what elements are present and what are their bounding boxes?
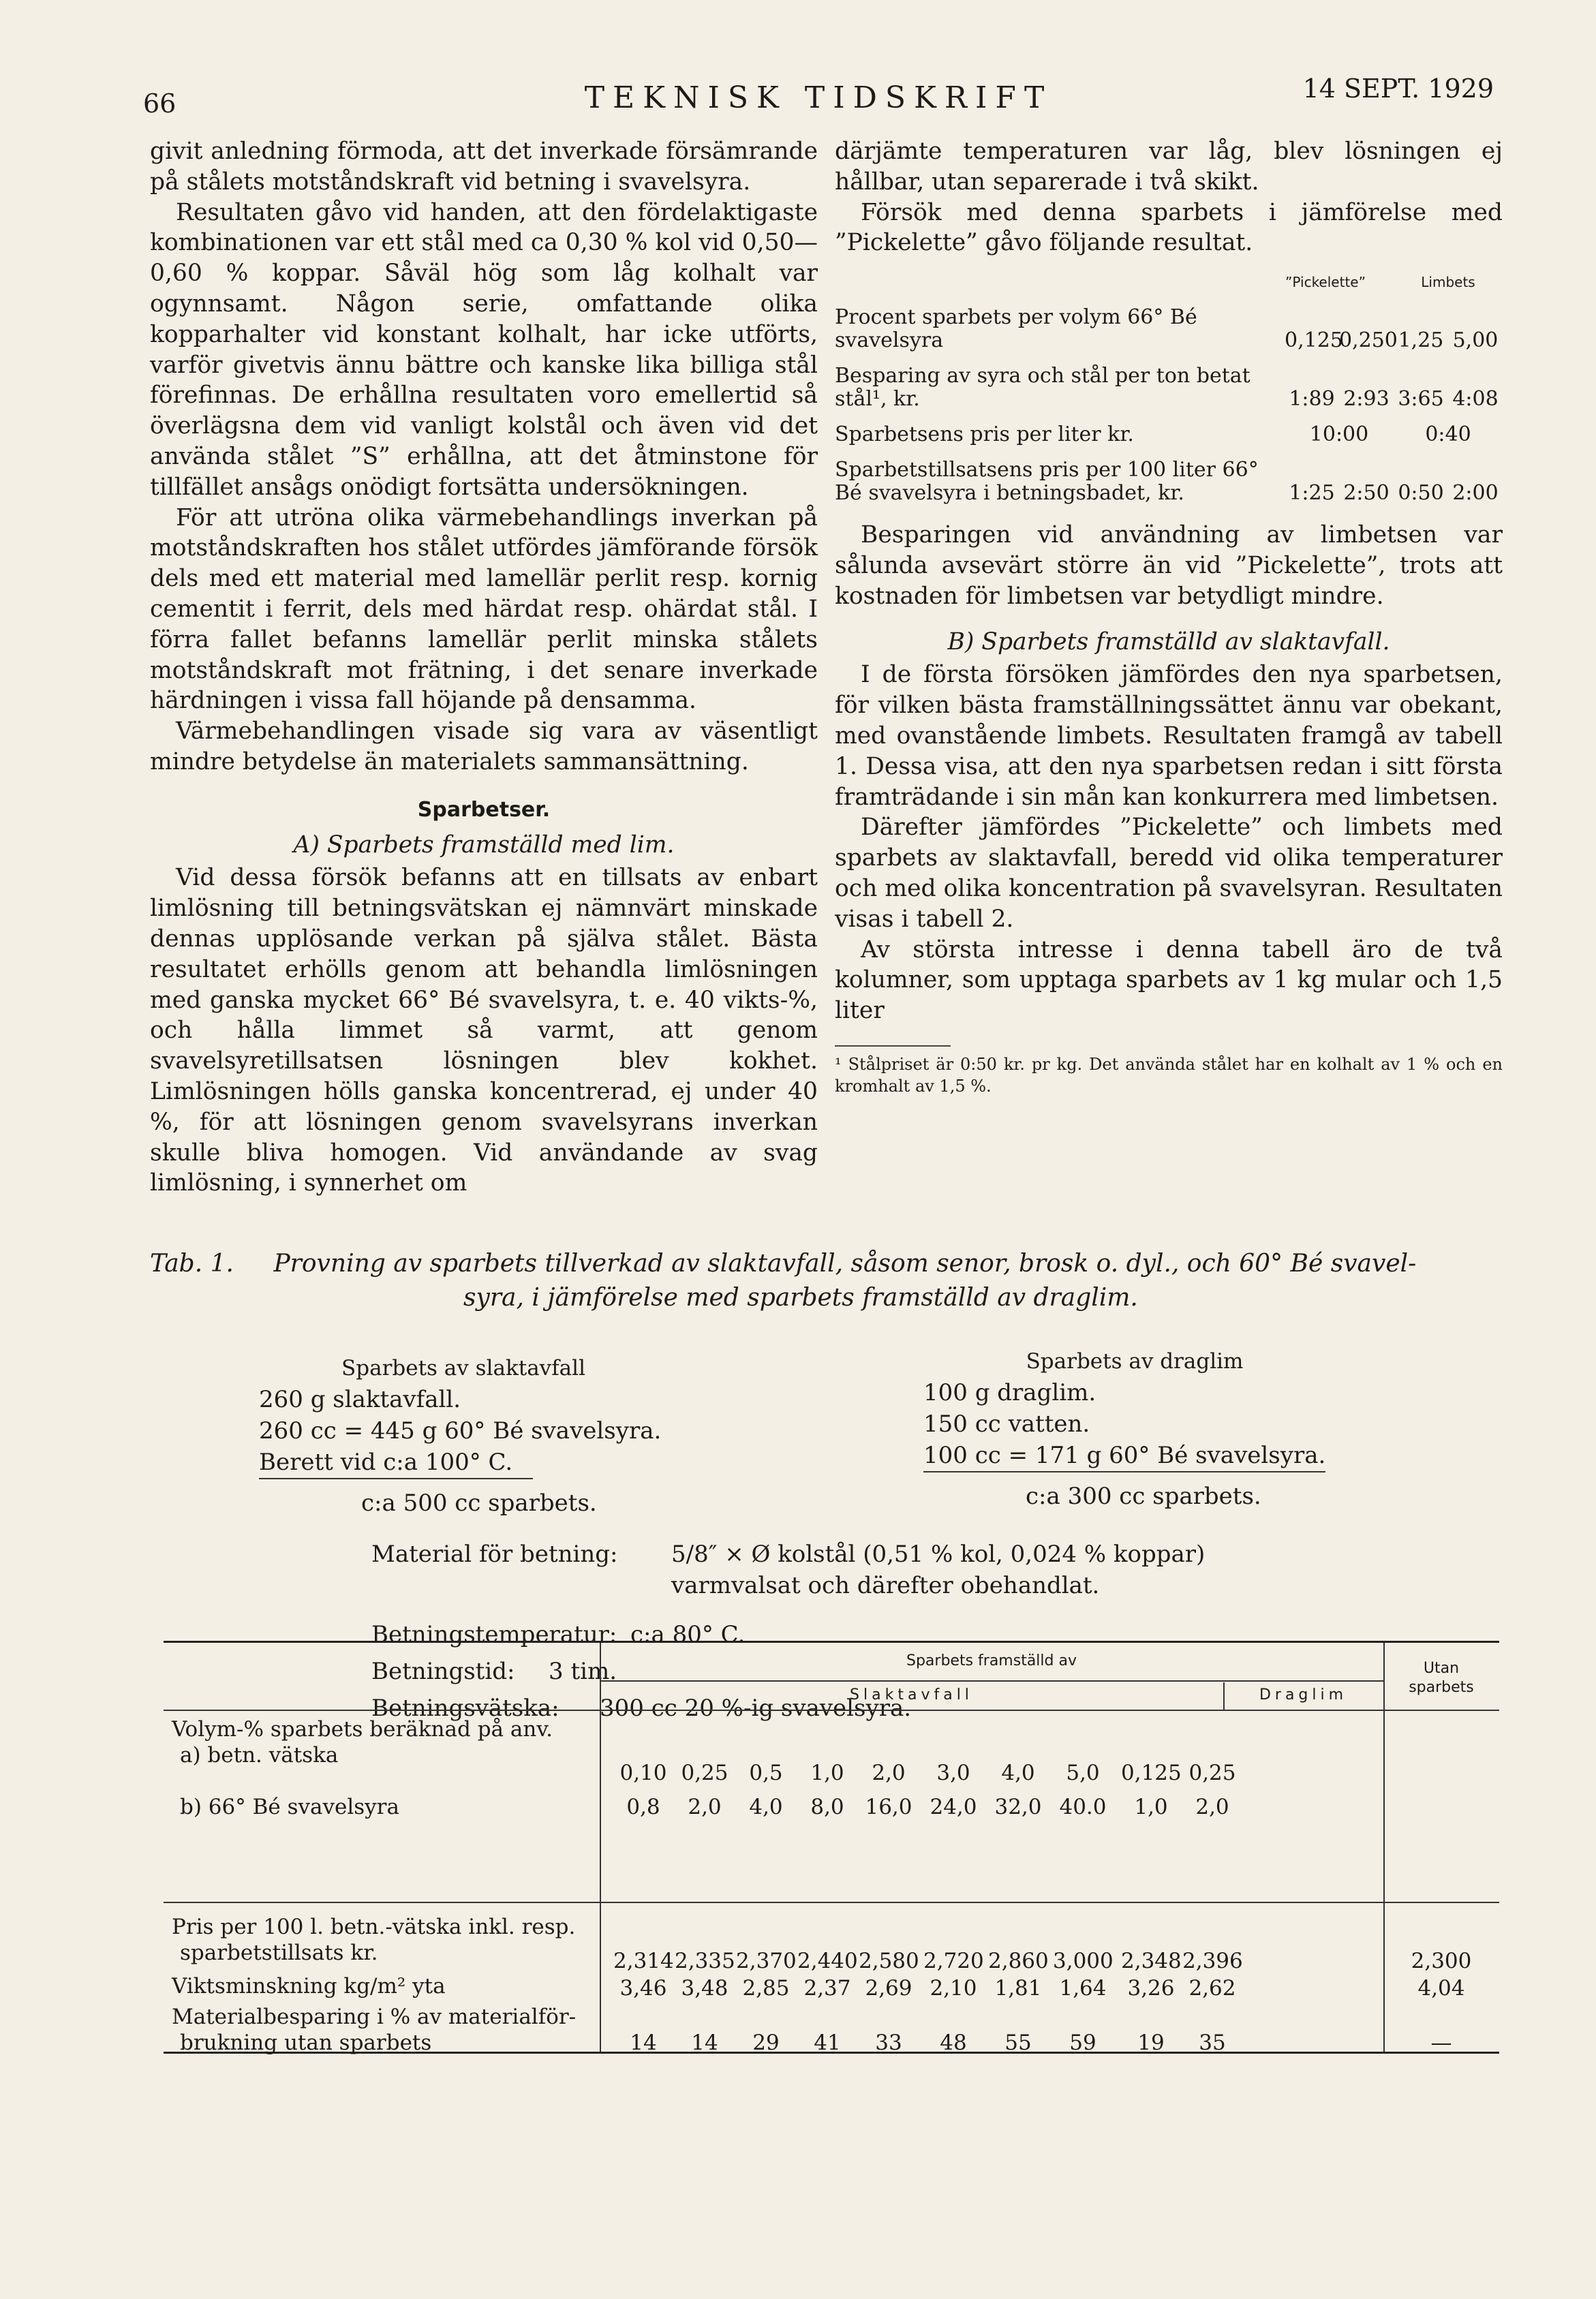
liquid-label: Betningsvätska: (371, 1695, 559, 1722)
table-cell: 32,0 (994, 1795, 1042, 1819)
table-cell: 2,860 (988, 1949, 1049, 1973)
row-label-line: Volym-% sparbets beräknad på anv. (172, 1717, 553, 1742)
table-cell: 24,0 (930, 1795, 977, 1819)
table-cell: 8,0 (810, 1795, 844, 1819)
row-label: b) 66° Bé svavelsyra (180, 1795, 399, 1819)
subsection-heading-b: B) Sparbets framställd av slaktavfall. (947, 628, 1390, 655)
paragraph: I de första försöken jämfördes den nya sparbetsen, för vilken bästa framställningssättet ännu var obekant, med ovanstående limbets. Resultaten framgå av tabell 1. Dessa visa, att den nya sparbetsen redan i sitt första framträdande i sin mån kan konkurrera med limbetsen. (835, 661, 1503, 811)
table-cell: 40.0 (1059, 1795, 1107, 1819)
paragraph: Besparingen vid användning av limbetsen var sålunda avsevärt större än vid ”Pickelette”, trots att kostnaden för limbetsen var betydligt mindre. (835, 521, 1503, 610)
table-cell: 4,0 (1001, 1761, 1035, 1785)
table-label: Tab. 1. (150, 1250, 234, 1278)
table-cell: 14 (691, 2031, 718, 2055)
table-cell: 3,48 (681, 1976, 728, 2001)
paragraph: För att utröna olika värmebehandlings inverkan på motståndskraften hos stålet utfördes jämförande försök dels med ett material med lamellär perlit resp. kornig cementit i ferrit, dels med härdat resp. ohärdat stål. I förra fallet befanns lamellär perlit minska stålets motståndskraft mot frätning, i det senare inverkade härdningen i vissa fall höjande på densamma. (150, 504, 818, 715)
table-cell: 0,5 (749, 1761, 783, 1785)
table-cell: 3,0 (936, 1761, 970, 1785)
comparison-value: 1:89 (1289, 387, 1335, 412)
spec-draglim (923, 1346, 1482, 1512)
table-cell: 2,0 (1195, 1795, 1229, 1819)
table-cell: 3,000 (1053, 1949, 1114, 1973)
row-label-line: a) betn. vätska (180, 1743, 339, 1768)
paragraph: Av största intresse i denna tabell äro de två kolumner, som upptaga sparbets av 1 kg mular och 1,5 liter (835, 936, 1503, 1025)
comparison-value: 2:50 (1343, 481, 1390, 506)
material-value: 5/8″ × Ø kolstål (0,51 % kol, 0,024 % koppar) (671, 1541, 1206, 1568)
table-cell: 2,580 (859, 1949, 919, 1973)
table-cell: 33 (875, 2031, 902, 2055)
table-cell: 16,0 (865, 1795, 912, 1819)
table-cell: 2,348 (1121, 1949, 1182, 1973)
table-cell: 4,0 (749, 1795, 783, 1819)
row-label (172, 2004, 581, 2056)
comparison-col-pickelette: ”Pickelette” (1285, 274, 1366, 291)
row-label-line: Materialbesparing i % av materialför- (172, 2005, 577, 2029)
table-cell: 2,720 (923, 1949, 984, 1973)
table-cell: 2,0 (688, 1795, 722, 1819)
spec-result: c:a 300 cc sparbets. (1026, 1483, 1261, 1510)
spec-title: Sparbets av slaktavfall (341, 1356, 585, 1380)
table-cell: 0,8 (626, 1795, 660, 1819)
footnote-rule (835, 1045, 951, 1047)
table-cell: 3,26 (1127, 1976, 1175, 2001)
table-cell: 2,396 (1182, 1949, 1243, 1973)
paragraph: därjämte temperaturen var låg, blev lösningen ej hållbar, utan separerade i två skikt. (835, 138, 1503, 196)
row-label-line: Pris per 100 l. betn.-vätska inkl. resp. (172, 1915, 576, 1939)
table-cell: 0,25 (681, 1761, 728, 1785)
comparison-value: 5,00 (1452, 328, 1499, 353)
table-cell: 0,125 (1121, 1761, 1182, 1785)
comparison-row (835, 306, 1503, 352)
journal-title: TEKNISK TIDSKRIFT (584, 80, 1053, 115)
table-divider (164, 1902, 1499, 1903)
table-cell: 41 (814, 2031, 841, 2055)
table-cell: 35 (1199, 2031, 1226, 2055)
comparison-row (835, 365, 1503, 411)
spec-line: 260 cc = 445 g 60° Bé svavelsyra. (259, 1417, 662, 1445)
paragraph: Därefter jämfördes ”Pickelette” och limbets med sparbets av slaktavfall, beredd vid olika temperaturer och med olika koncentration på svavelsyran. Resultaten visas i tabell 2. (835, 814, 1503, 933)
table-cell: 2,314 (613, 1949, 674, 1973)
table-cell: 14 (630, 2031, 657, 2055)
table-cell: 1,64 (1059, 1976, 1107, 2001)
paragraph: Vid dessa försök befanns att en tillsats av enbart limlösning till betningsvätskan ej nämnvärt minskade dennas upplösande verkan på själva stålet. Bästa resultatet erhölls genom att behandla limlösningen med ganska mycket 66° Bé svavelsyra, t. e. 40 vikts-%, och hålla limmet så varmt, att genom svavelsyretillsatsen lösningen blev kokhet. Limlösningen hölls ganska koncentrerad, ej under 40 %, för att lösningen genom svavelsyrans inverkan skulle bliva homogen. Vid användande av svag limlösning, i synnerhet om (150, 864, 818, 1197)
comparison-value: 10:00 (1309, 422, 1369, 447)
footnote: ¹ Stålpriset är 0:50 kr. pr kg. Det använda stålet har en kolhalt av 1 % och en kromhalt av 1,5 %. (835, 1054, 1503, 1096)
comparison-value: 4:08 (1452, 387, 1499, 412)
table-cell: 2,37 (803, 1976, 851, 2001)
table-divider (600, 1643, 601, 2052)
table-cell: 2,440 (797, 1949, 858, 1973)
liquid-value: 300 cc 20 %-ig svavelsyra. (600, 1695, 912, 1722)
table-cell: 1,0 (810, 1761, 844, 1785)
paragraph: Försök med denna sparbets i jämförelse med ”Pickelette” gåvo följande resultat. (835, 198, 1503, 257)
table-cell: 4,04 (1417, 1976, 1465, 2001)
comparison-row (835, 459, 1503, 505)
left-column (150, 136, 818, 1199)
table-cell: 2,335 (675, 1949, 735, 1973)
spec-title: Sparbets av draglim (1026, 1349, 1244, 1374)
comparison-value: 0:50 (1398, 481, 1444, 506)
table-cell: 1,81 (994, 1976, 1042, 2001)
table-cell: 1,0 (1134, 1795, 1168, 1819)
page-header (143, 74, 1494, 121)
paragraph: givit anledning förmoda, att det inverkade försämrande på stålets motståndskraft vid betning i svavelsyra. (150, 138, 818, 196)
comparison-value: 1,25 (1398, 328, 1444, 353)
comparison-value: 0,125 (1285, 328, 1343, 353)
spec-line: Berett vid c:a 100° C. (259, 1447, 533, 1479)
subsection-heading-a: A) Sparbets framställd med lim. (293, 831, 675, 859)
time-label: Betningstid: (371, 1658, 515, 1685)
spec-slaktavfall (259, 1353, 750, 1519)
material-value-2: varmvalsat och därefter obehandlat. (671, 1572, 1100, 1599)
table-divider (1383, 1643, 1385, 2052)
material-label: Material för betning: (371, 1541, 618, 1568)
table-cell: 48 (940, 2031, 967, 2055)
temperature-label: Betningstemperatur: (371, 1621, 617, 1648)
row-label (172, 1716, 581, 1768)
spec-line: 260 g slaktavfall. (259, 1386, 461, 1413)
table-cell: 2,62 (1188, 1976, 1236, 2001)
comparison-label: Sparbetstillsatsens pris per 100 liter 66° Bé svavelsyra i betningsbadet, kr. (835, 458, 1259, 506)
header-utan-sparbets: Utan sparbets (1409, 1660, 1474, 1696)
right-column (835, 136, 1503, 1097)
time-value: 3 tim. (549, 1658, 617, 1685)
table-cell: 2,370 (736, 1949, 797, 1973)
table-divider (164, 1710, 1499, 1711)
comparison-col-limbets: Limbets (1421, 274, 1475, 291)
comparison-value: 1:25 (1289, 481, 1335, 506)
comparison-value: 0,250 (1339, 328, 1398, 353)
table-cell: 19 (1137, 2031, 1165, 2055)
table-cell: 29 (752, 2031, 780, 2055)
table-cell: 2,10 (930, 1976, 977, 2001)
header-draglim: Draglim (1259, 1686, 1348, 1703)
comparison-value: 2:93 (1343, 387, 1390, 412)
table-cell: 0,10 (619, 1761, 667, 1785)
table-cell: 55 (1004, 2031, 1032, 2055)
table-cell: 2,69 (865, 1976, 912, 2001)
header-slaktavfall: Slaktavfall (850, 1686, 973, 1703)
table-caption-line: Provning av sparbets tillverkad av slaktavfall, såsom senor, brosk o. dyl., och 60° Bé svavel- (273, 1250, 1417, 1278)
comparison-table (835, 271, 1503, 505)
table-cell: 3,46 (619, 1976, 667, 2001)
section-heading: Sparbetser. (417, 797, 551, 822)
paragraph: Värmebehandlingen visade sig vara av väsentligt mindre betydelse än materialets sammansättning. (150, 718, 818, 775)
temperature-value: c:a 80° C. (630, 1621, 746, 1648)
spec-line: 100 cc = 171 g 60° Bé svavelsyra. (923, 1440, 1325, 1472)
comparison-value: 2:00 (1452, 481, 1499, 506)
table-cell: 2,0 (872, 1761, 906, 1785)
row-label (172, 1914, 581, 1966)
paragraph: Resultaten gåvo vid handen, att den fördelaktigaste kombinationen var ett stål med ca 0,30 % kol vid 0,50—0,60 % koppar. Såväl hög som låg kolhalt var ogynnsamt. Någon serie, omfattande olika kopparhalter vid konstant kolhalt, har icke utförts, varför givetvis ännu bättre och kanske lika billiga stål förefinnas. De erhållna resultaten voro emellertid så överlägsna dem vid vanligt kolstål och även vid det använda stålet ”S” erhållna, att det åtminstone för tillfället ansågs onödigt fortsätta undersökningen. (150, 198, 818, 501)
comparison-value: 0:40 (1425, 422, 1471, 447)
table-cell: — (1430, 2031, 1452, 2055)
table-caption (150, 1247, 1486, 1315)
table-cell: 0,25 (1188, 1761, 1236, 1785)
table-cell: 5,0 (1066, 1761, 1100, 1785)
row-label: Viktsminskning kg/m² yta (172, 1974, 446, 1999)
table-cell: 2,300 (1411, 1949, 1472, 1973)
spec-line: 100 g draglim. (923, 1379, 1096, 1406)
header-sparbets: Sparbets framställd av (906, 1652, 1077, 1669)
row-label-line: sparbetstillsats kr. (180, 1941, 378, 1965)
comparison-row (835, 423, 1503, 446)
results-table (164, 1641, 1499, 2054)
table-caption-line: syra, i jämförelse med sparbets framställd av draglim. (463, 1284, 1138, 1312)
table-cell: 59 (1069, 2031, 1096, 2055)
table-cell: 2,85 (742, 1976, 790, 2001)
spec-line: 150 cc vatten. (923, 1410, 1090, 1438)
comparison-label: Procent sparbets per volym 66° Bé svavelsyra (835, 305, 1197, 353)
issue-date: 14 SEPT. 1929 (1302, 74, 1494, 104)
table-divider (600, 1680, 1383, 1682)
comparison-value: 3:65 (1398, 387, 1444, 412)
comparison-label: Besparing av syra och stål per ton betat stål¹, kr. (835, 364, 1250, 412)
page-number: 66 (143, 89, 177, 119)
row-label-line: brukning utan sparbets (180, 2031, 432, 2055)
spec-result: c:a 500 cc sparbets. (361, 1490, 597, 1517)
comparison-header (835, 271, 1503, 294)
comparison-label: Sparbetsens pris per liter kr. (835, 422, 1134, 447)
